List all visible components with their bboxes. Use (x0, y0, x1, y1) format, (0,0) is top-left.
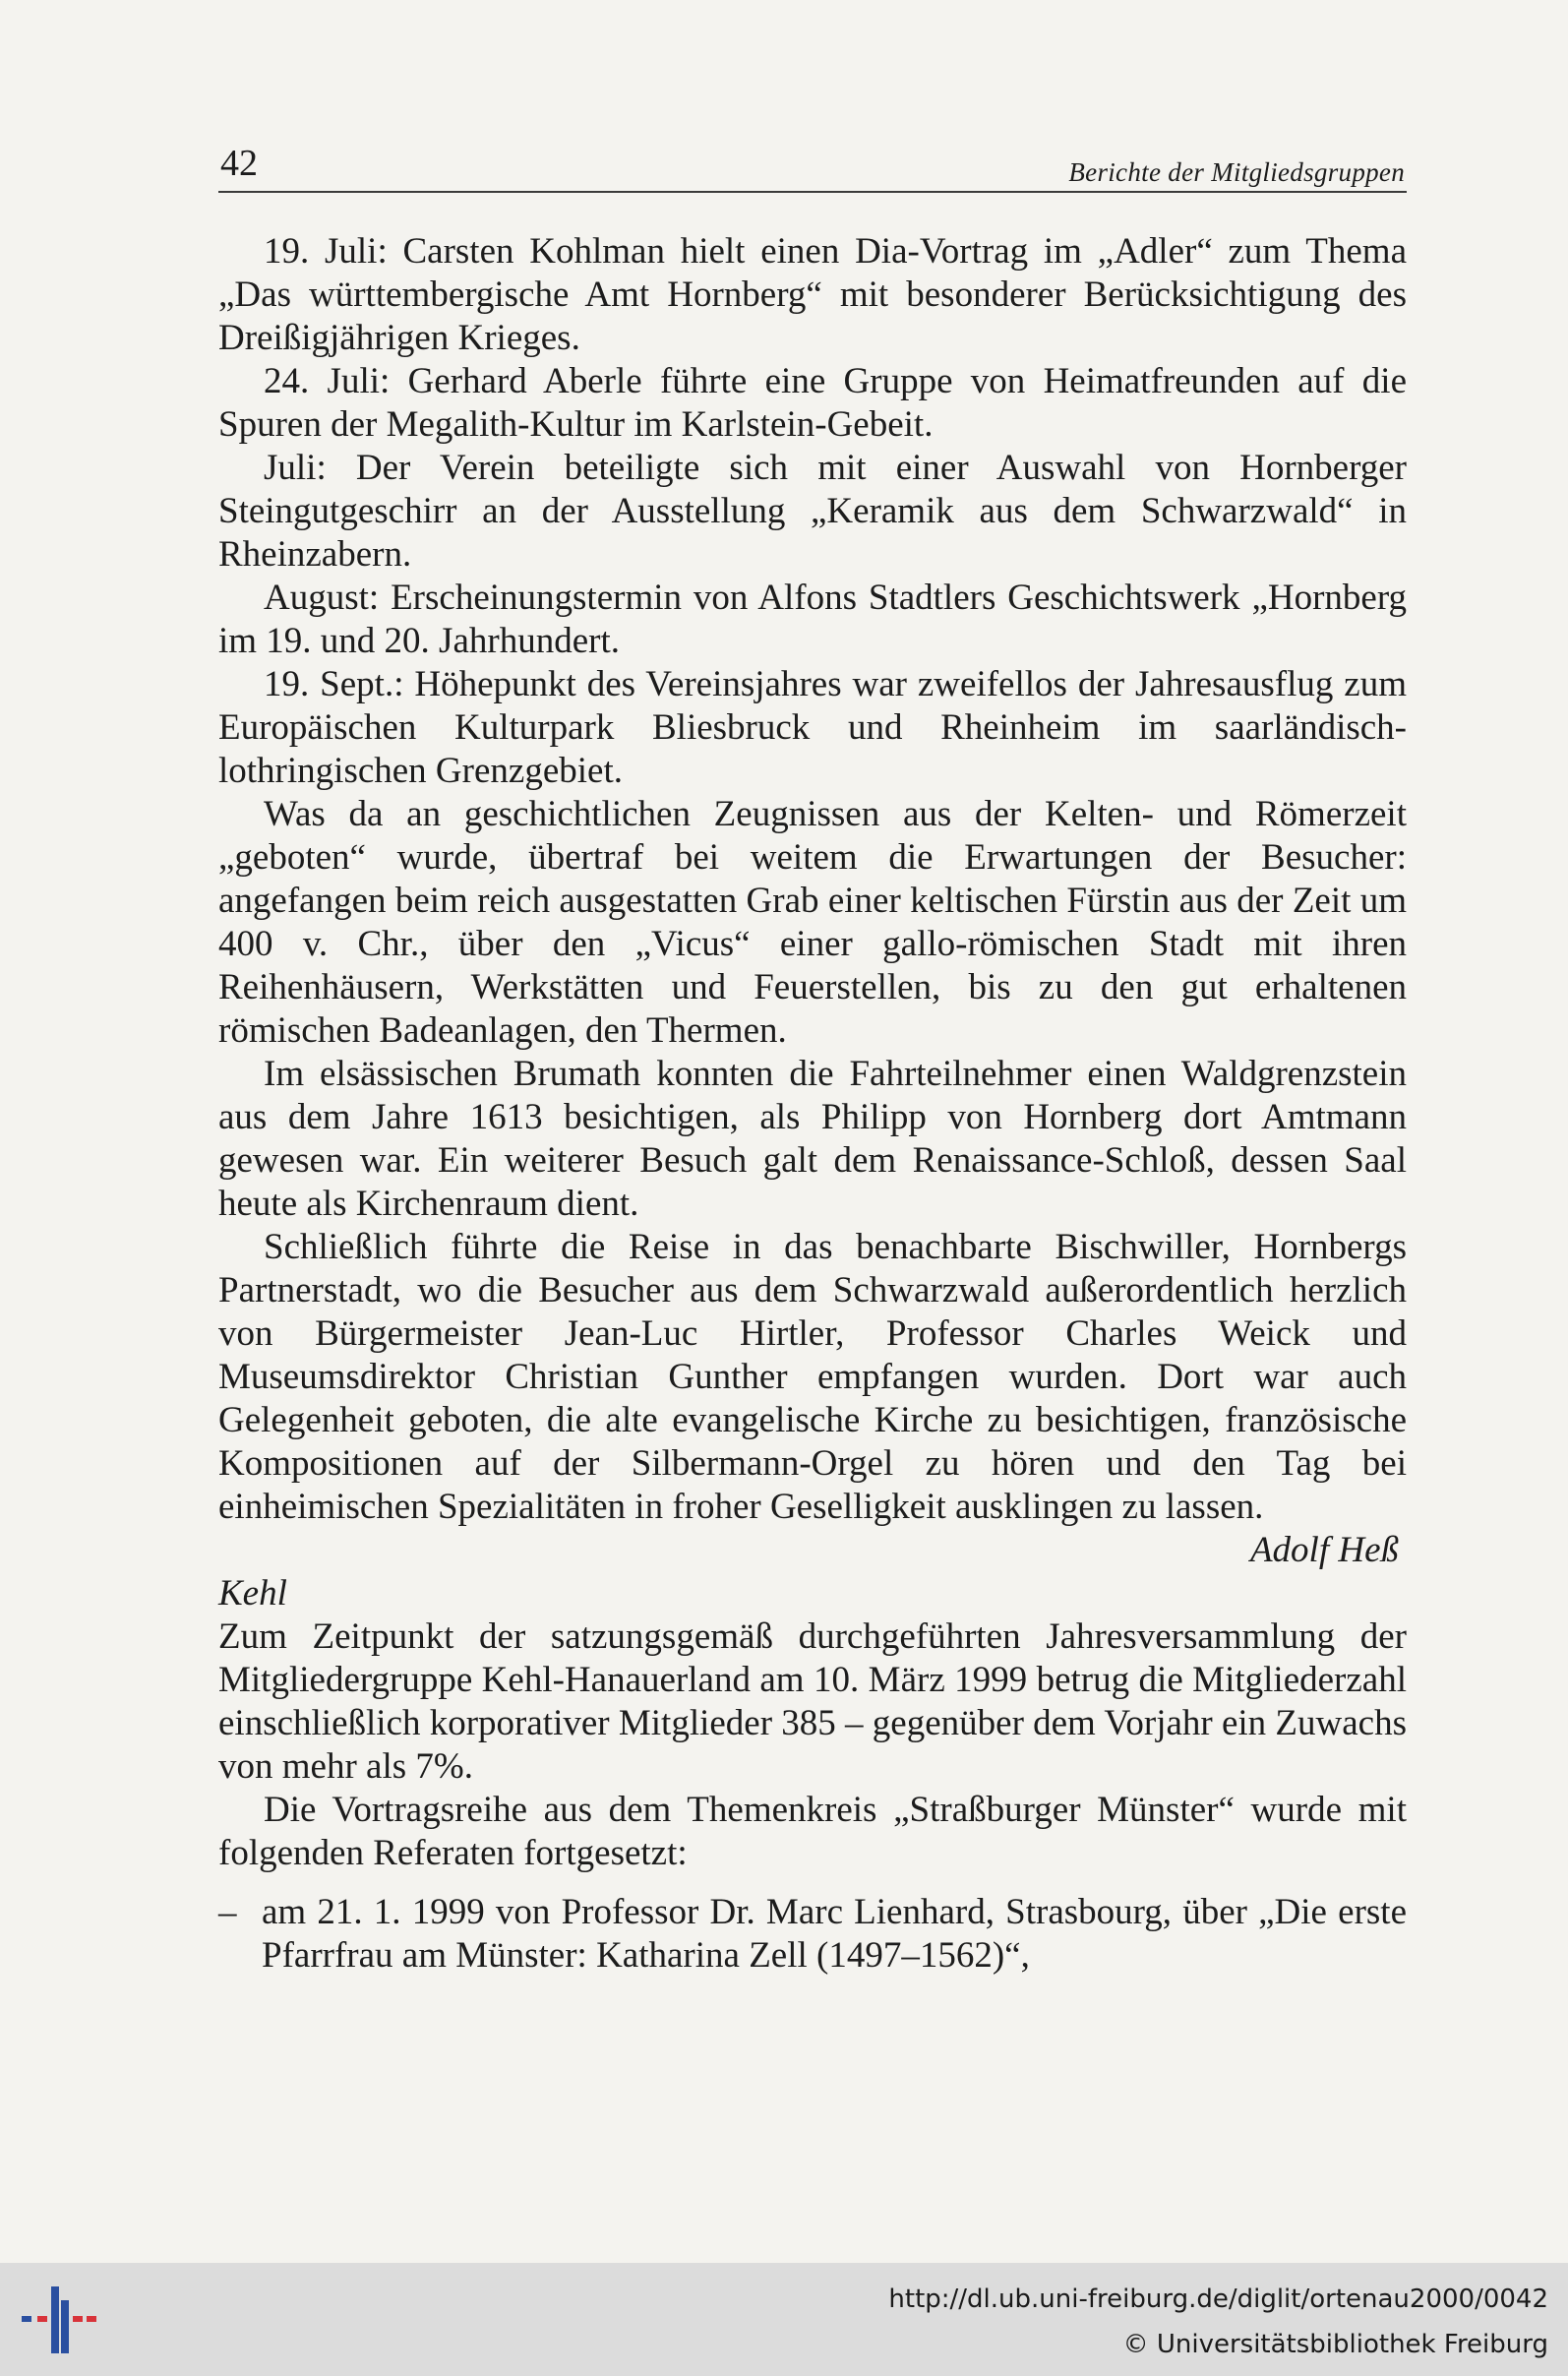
page-header (218, 138, 1407, 193)
running-head: Berichte der Mitgliedsgruppen (1068, 157, 1405, 187)
library-logo-icon (18, 2281, 106, 2359)
footer-bar (0, 2263, 1568, 2376)
list-dash: – (218, 1892, 237, 1932)
section-title: Kehl (218, 1573, 287, 1614)
paragraph: Im elsässischen Brumath konnten die Fahrteilnehmer einen Waldgrenzstein aus dem Jahre 1613 besichtigen, als Philipp von Hornberg dort Amtmann gewesen war. Ein weiterer Besuch galt dem Renaissance-Schloß, dessen Saal heute als Kirchenraum dient. (218, 1054, 1407, 1224)
body-text (218, 230, 1407, 1978)
author-signature: Adolf Heß (1249, 1530, 1399, 1570)
paragraph: Juli: Der Verein beteiligte sich mit einer Auswahl von Hornberger Steingutgeschirr an der Ausstellung „Keramik aus dem Schwarzwald“ in Rheinzabern. (218, 448, 1407, 575)
paragraph: 24. Juli: Gerhard Aberle führte eine Gruppe von Heimatfreunden auf die Spuren der Megalith-Kultur im Karlstein-Gebeit. (218, 361, 1407, 445)
paragraph: Was da an geschichtlichen Zeugnissen aus der Kelten- und Römerzeit „geboten“ wurde, übertraf bei weitem die Erwartungen der Besucher: angefangen beim reich ausgestatten Grab einer keltischen Fürstin aus der Zeit um 400 v. Chr., über den „Vicus“ einer gallo-römischen Stadt mit ihren Reihenhäusern, Werkstätten und Feuerstellen, bis zu den gut erhaltenen römischen Badeanlagen, den Thermen. (218, 794, 1407, 1051)
list-item-text: am 21. 1. 1999 von Professor Dr. Marc Lienhard, Strasbourg, über „Die erste Pfarrfrau am Münster: Katharina Zell (1497–1562)“, (262, 1892, 1407, 1976)
page-number: 42 (220, 143, 258, 184)
copyright-text: © Universitätsbibliothek Freiburg (1122, 2330, 1548, 2359)
lecture-list (218, 1891, 1407, 1978)
paragraph: August: Erscheinungstermin von Alfons Stadtlers Geschichtswerk „Hornberg im 19. und 20. Jahrhundert. (218, 578, 1407, 661)
paragraph: Die Vortragsreihe aus dem Themenkreis „Straßburger Münster“ wurde mit folgenden Referaten fortgesetzt: (218, 1790, 1407, 1873)
source-url-link[interactable]: http://dl.ub.uni-freiburg.de/diglit/ortenau2000/0042 (888, 2285, 1548, 2314)
list-item (218, 1891, 1407, 1978)
paragraph: Schließlich führte die Reise in das benachbarte Bischwiller, Hornbergs Partnerstadt, wo die Besucher aus dem Schwarzwald außerordentlich herzlich von Bürgermeister Jean-Luc Hirtler, Professor Charles Weick und Museumsdirektor Christian Gunther empfangen wurden. Dort war auch Gelegenheit geboten, die alte evangelische Kirche zu besichtigen, französische Kompositionen auf der Silbermann-Orgel zu hören und den Tag bei einheimischen Spezialitäten in froher Geselligkeit ausklingen zu lassen. (218, 1227, 1407, 1527)
paragraph: Zum Zeitpunkt der satzungsgemäß durchgeführten Jahresversammlung der Mitgliedergruppe Kehl-Hanauerland am 10. März 1999 betrug die Mitgliederzahl einschließlich korporativer Mitglieder 385 – gegenüber dem Vorjahr ein Zuwachs von mehr als 7%. (218, 1616, 1407, 1787)
paragraph: 19. Sept.: Höhepunkt des Vereinsjahres war zweifellos der Jahresausflug zum Europäischen Kulturpark Bliesbruck und Rheinheim im saarländisch-lothringischen Grenzgebiet. (218, 664, 1407, 791)
paragraph: 19. Juli: Carsten Kohlman hielt einen Dia-Vortrag im „Adler“ zum Thema „Das württembergische Amt Hornberg“ mit besonderer Berücksichtigung des Dreißigjährigen Krieges. (218, 231, 1407, 358)
